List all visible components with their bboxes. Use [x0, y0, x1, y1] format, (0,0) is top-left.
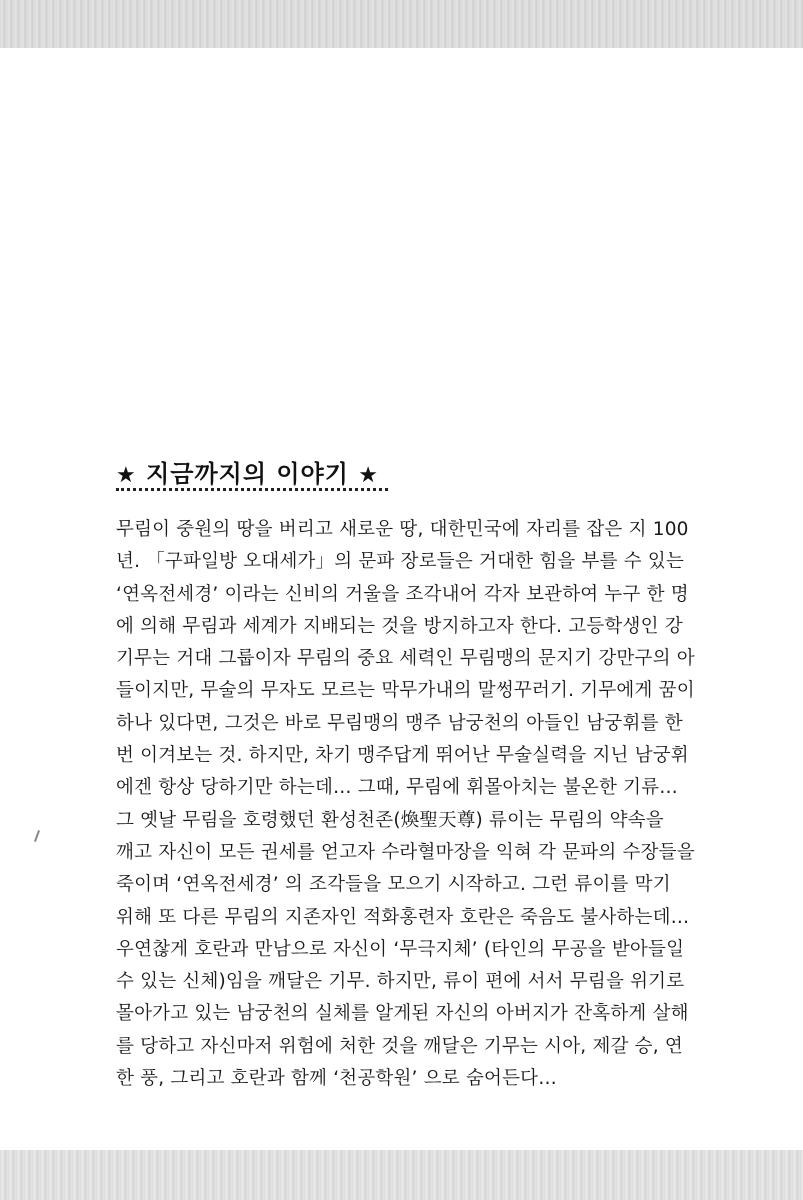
synopsis-line: 무림이 중원의 땅을 버리고 새로운 땅, 대한민국에 자리를 잡은 지 100 — [116, 519, 689, 540]
dotted-divider — [116, 488, 388, 491]
synopsis-line: 우연찮게 호란과 만남으로 자신이 ‘무극지체’ (타인의 무공을 받아들일 — [116, 938, 685, 960]
synopsis-line: ‘연옥전세경’ 이라는 신비의 거울을 조각내어 각자 보관하여 누구 한 명 — [116, 583, 689, 605]
synopsis-line: 들이지만, 무술의 무자도 모르는 막무가내의 말썽꾸러기. 기무에게 꿈이 — [116, 680, 695, 702]
heading-title: 지금까지의 이야기 — [146, 460, 349, 488]
synopsis-line: 그 옛날 무림을 호령했던 환성천존(煥聖天尊) 류이는 무림의 약속을 — [116, 809, 664, 831]
synopsis-line: 몰아가고 있는 남궁천의 실체를 알게된 자신의 아버지가 잔혹하게 살해 — [116, 1003, 689, 1025]
scan-edge-bottom — [0, 1150, 803, 1200]
synopsis-line: 깨고 자신이 모든 권세를 얻고자 수라혈마장을 익혀 각 문파의 수장들을 — [116, 841, 695, 863]
synopsis-line: 한 풍, 그리고 호란과 함께 ‘천공학원’ 으로 숨어든다… — [116, 1068, 557, 1090]
synopsis-line: 번 이겨보는 것. 하지만, 차기 맹주답게 뛰어난 무술실력을 지닌 남궁휘 — [116, 745, 689, 767]
synopsis-line: 하나 있다면, 그것은 바로 무림맹의 맹주 남궁천의 아들인 남궁휘를 한 — [116, 712, 683, 734]
synopsis-line: 년. 「구파일방 오대세가」의 문파 장로들은 거대한 힘을 부를 수 있는 — [116, 551, 685, 573]
star-icon: ★ — [358, 463, 380, 488]
synopsis-line: 죽이며 ‘연옥전세경’ 의 조각들을 모으기 시작하고. 그런 류이를 막기 — [116, 874, 671, 896]
synopsis-line: 에겐 항상 당하기만 하는데… 그때, 무림에 휘몰아치는 불온한 기류… — [116, 777, 678, 799]
star-icon: ★ — [116, 463, 137, 488]
synopsis-line: 에 의해 무림과 세계가 지배되는 것을 방지하고자 한다. 고등학생인 강 — [116, 615, 683, 637]
synopsis-line: 수 있는 신체)임을 깨달은 기무. 하지만, 류이 편에 서서 무림을 위기로 — [116, 971, 685, 993]
synopsis-text — [116, 514, 696, 1095]
synopsis-line: 위해 또 다른 무림의 지존자인 적화홍련자 호란은 죽음도 불사하는데… — [116, 906, 690, 928]
synopsis-line: 기무는 거대 그룹이자 무림의 중요 세력인 무림맹의 문지기 강만구의 아 — [116, 648, 695, 670]
scan-edge-top — [0, 0, 803, 48]
section-heading — [116, 454, 379, 489]
synopsis-line: 를 당하고 자신마저 위험에 처한 것을 깨달은 기무는 시아, 제갈 승, 연 — [116, 1035, 683, 1057]
